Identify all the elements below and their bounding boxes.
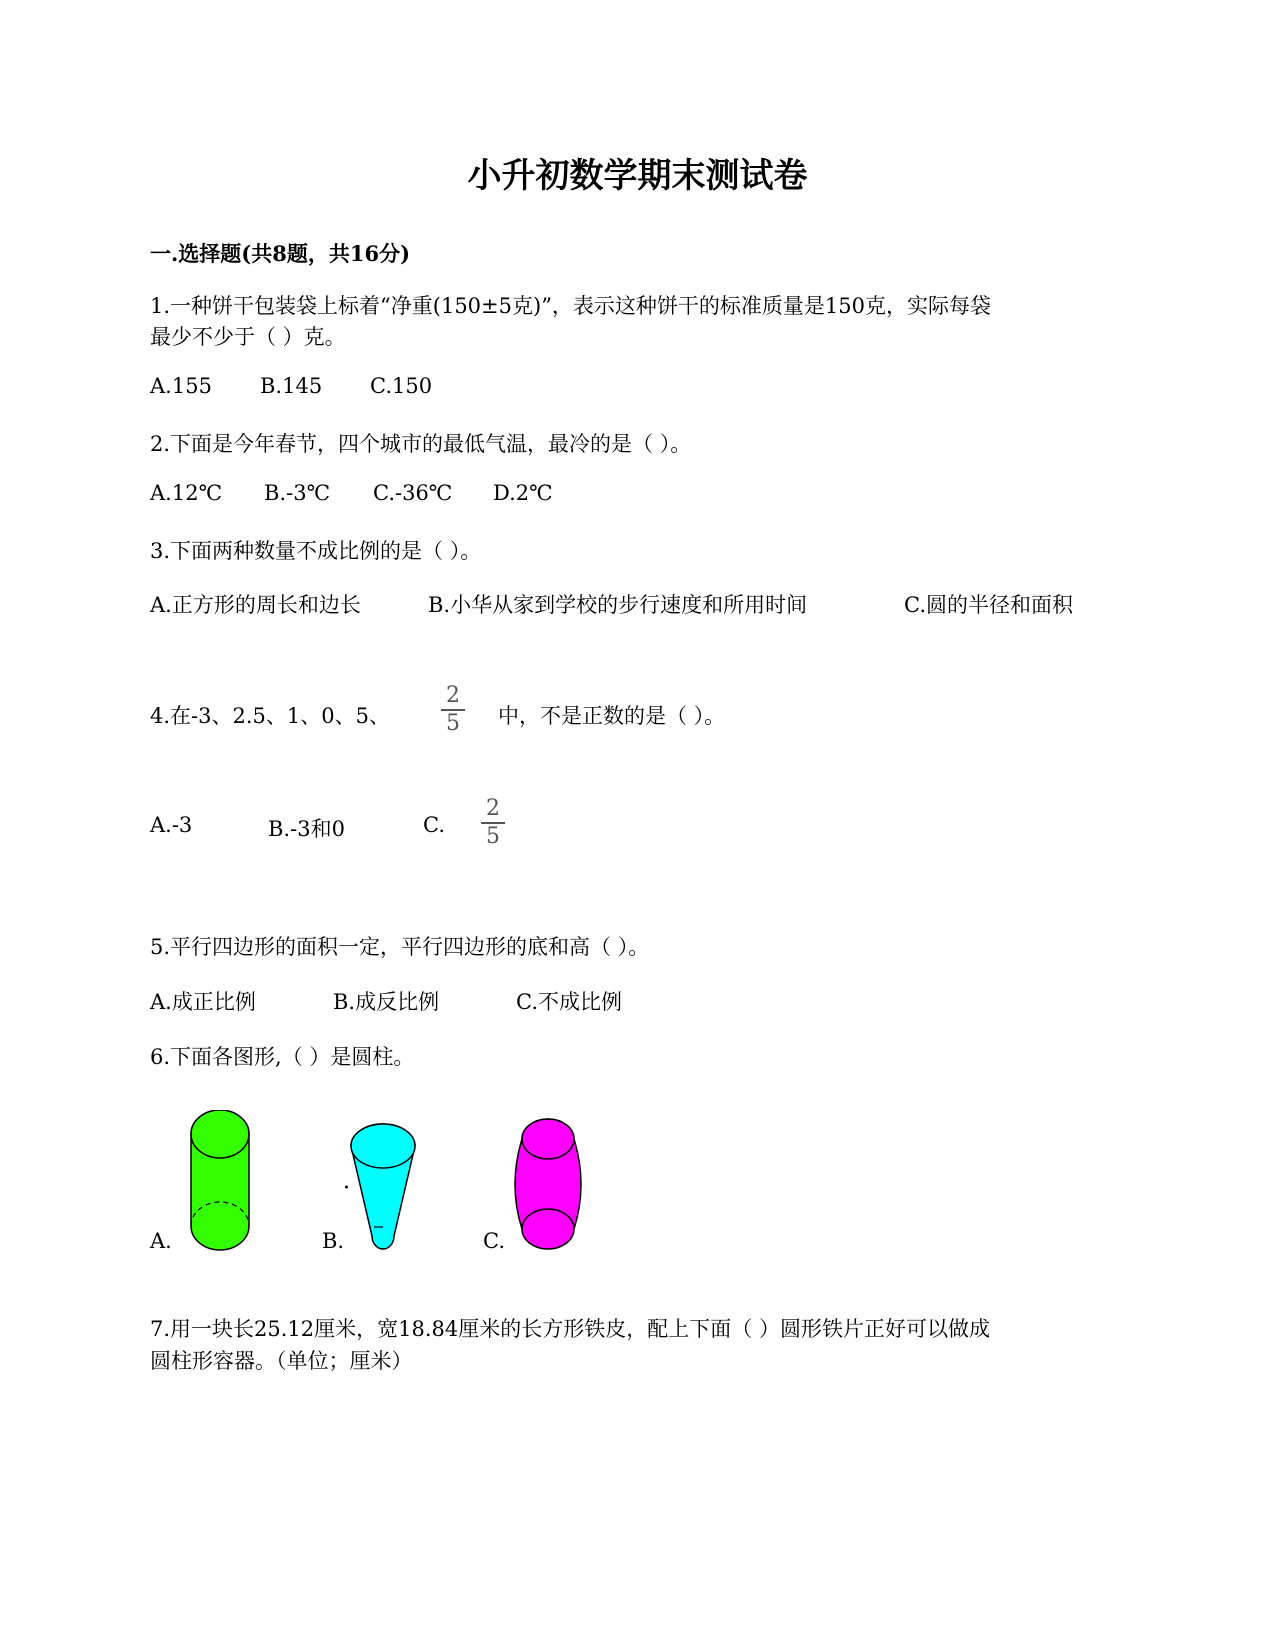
question-1-line-1: 1.一种饼干包装袋上标着“净重(150±5克)”，表示这种饼干的标准质量是150克，实际每袋	[150, 294, 992, 318]
q5-option-b: B.成反比例	[333, 990, 440, 1014]
question-2: 2.下面是今年春节，四个城市的最低气温，最冷的是（ ）。	[150, 432, 692, 456]
question-7-line-2: 圆柱形容器。（单位；厘米）	[150, 1349, 413, 1373]
figure-b-frustum	[345, 1122, 425, 1254]
q4-option-c-fraction	[478, 796, 508, 850]
q4-fraction	[438, 683, 468, 737]
q3-option-c: C.圆的半径和面积	[904, 593, 1073, 617]
question-7-line-1: 7.用一块长25.12厘米，宽18.84厘米的长方形铁皮，配上下面（ ）圆形铁片正好可以做成	[150, 1317, 990, 1341]
figure-a-cylinder	[185, 1110, 255, 1255]
fraction-denominator: 5	[446, 711, 460, 736]
q6-option-a: A.	[150, 1229, 172, 1253]
q4-option-c: C.	[423, 813, 445, 837]
question-5: 5.平行四边形的面积一定，平行四边形的底和高（ ）。	[150, 935, 650, 959]
q2-option-c: C.-36℃	[373, 481, 453, 505]
q2-option-a: A.12℃	[150, 481, 223, 505]
section-heading: 一.选择题(共8题，共16分)	[150, 241, 411, 266]
fraction-numerator: 2	[486, 796, 500, 821]
q5-option-c: C.不成比例	[516, 990, 622, 1014]
question-4-prefix: 4.在-3、2.5、1、0、5、	[150, 704, 390, 728]
q6-option-b: B.	[322, 1229, 345, 1253]
q1-option-a: A.155	[150, 374, 212, 398]
fraction-denominator: 5	[486, 824, 500, 849]
q2-option-d: D.2℃	[493, 481, 553, 505]
q1-option-c: C.150	[370, 374, 433, 398]
q4-option-a: A.-3	[150, 813, 193, 837]
q3-option-a: A.正方形的周长和边长	[150, 593, 361, 617]
q1-option-b: B.145	[260, 374, 323, 398]
fraction-numerator: 2	[446, 683, 460, 708]
q6-option-c: C.	[483, 1229, 505, 1253]
q2-option-b: B.-3℃	[264, 481, 331, 505]
question-6: 6.下面各图形,（ ）是圆柱。	[150, 1045, 415, 1069]
q5-option-a: A.成正比例	[150, 990, 256, 1014]
question-1-line-2: 最少不少于（ ）克。	[150, 325, 346, 349]
q3-option-b: B.小华从家到学校的步行速度和所用时间	[428, 593, 808, 617]
figure-c-barrel	[512, 1117, 582, 1252]
question-3: 3.下面两种数量不成比例的是（ ）。	[150, 539, 482, 563]
q4-option-b: B.-3和0	[268, 817, 345, 841]
question-4-suffix: 中，不是正数的是（ ）。	[498, 704, 726, 728]
page-title: 小升初数学期末测试卷	[467, 156, 808, 196]
